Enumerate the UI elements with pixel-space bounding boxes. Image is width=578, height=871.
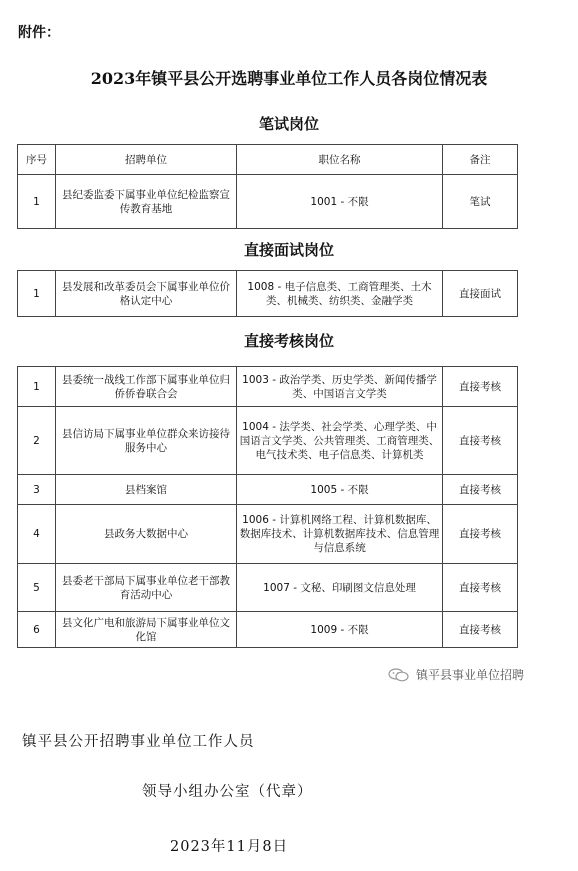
- cell-index: 5: [18, 564, 56, 612]
- section-title-interview: 直接面试岗位: [243, 241, 334, 259]
- cell-position: 1006 - 计算机网络工程、计算机数据库、数据库技术、计算机数据库技术、信息管理与信息系统: [237, 505, 443, 564]
- header-cell-index: 序号: [18, 145, 56, 175]
- table-row: [18, 367, 518, 407]
- cell-note: 直接面试: [443, 271, 518, 317]
- cell-position: 1003 - 政治学类、历史学类、新闻传播学类、中国语言文学类: [237, 367, 443, 407]
- cell-index: 4: [18, 505, 56, 564]
- header-cell-unit: 招聘单位: [56, 145, 237, 175]
- assessment-table: [17, 366, 518, 648]
- cell-note: 直接考核: [443, 505, 518, 564]
- cell-position: 1001 - 不限: [237, 175, 443, 229]
- footer-date: 2023年11月8日: [170, 839, 289, 855]
- table-row: [18, 175, 518, 229]
- cell-position: 1004 - 法学类、社会学类、心理学类、中国语言文学类、公共管理类、工商管理类、电气技术类、电子信息类、计算机类: [237, 407, 443, 475]
- cell-index: 3: [18, 475, 56, 505]
- cell-note: 直接考核: [443, 612, 518, 648]
- interview-table: [17, 270, 518, 317]
- cell-note: 笔试: [443, 175, 518, 229]
- table-row: [18, 505, 518, 564]
- section-title-assessment: 直接考核岗位: [243, 332, 334, 350]
- cell-index: 1: [18, 271, 56, 317]
- cell-unit: 县文化广电和旅游局下属事业单位文化馆: [56, 612, 237, 648]
- cell-index: 6: [18, 612, 56, 648]
- cell-unit: 县委老干部局下属事业单位老干部教育活动中心: [56, 564, 237, 612]
- table-row: [18, 475, 518, 505]
- footer-office-line: 领导小组办公室（代章）: [142, 784, 313, 800]
- attachment-label: 附件：: [18, 25, 60, 41]
- table-row: [18, 612, 518, 648]
- section-title-written: 笔试岗位: [258, 115, 319, 133]
- cell-note: 直接考核: [443, 564, 518, 612]
- watermark-text: 镇平县事业单位招聘: [416, 668, 525, 682]
- cell-unit: 县发展和改革委员会下属事业单位价格认定中心: [56, 271, 237, 317]
- cell-position: 1008 - 电子信息类、工商管理类、土木类、机械类、纺织类、金融学类: [237, 271, 443, 317]
- cell-unit: 县信访局下属事业单位群众来访接待服务中心: [56, 407, 237, 475]
- cell-unit: 县档案馆: [56, 475, 237, 505]
- cell-note: 直接考核: [443, 407, 518, 475]
- cell-note: 直接考核: [443, 475, 518, 505]
- cell-index: 2: [18, 407, 56, 475]
- table-row: [18, 564, 518, 612]
- header-cell-position: 职位名称: [237, 145, 443, 175]
- cell-position: 1007 - 文秘、印刷图文信息处理: [237, 564, 443, 612]
- wechat-icon: [388, 668, 410, 682]
- cell-position: 1009 - 不限: [237, 612, 443, 648]
- header-cell-note: 备注: [443, 145, 518, 175]
- cell-position: 1005 - 不限: [237, 475, 443, 505]
- cell-note: 直接考核: [443, 367, 518, 407]
- watermark: [388, 666, 524, 683]
- cell-unit: 县委统一战线工作部下属事业单位归侨侨眷联合会: [56, 367, 237, 407]
- cell-unit: 县政务大数据中心: [56, 505, 237, 564]
- cell-index: 1: [18, 367, 56, 407]
- table-row: [18, 407, 518, 475]
- written-table: [17, 144, 518, 229]
- table-row: [18, 271, 518, 317]
- table-header-row: [18, 145, 518, 175]
- cell-unit: 县纪委监委下属事业单位纪检监察宣传教育基地: [56, 175, 237, 229]
- footer-org-line: 镇平县公开招聘事业单位工作人员: [22, 734, 255, 750]
- cell-index: 1: [18, 175, 56, 229]
- document-title: 2023年镇平县公开选聘事业单位工作人员各岗位情况表: [90, 69, 488, 88]
